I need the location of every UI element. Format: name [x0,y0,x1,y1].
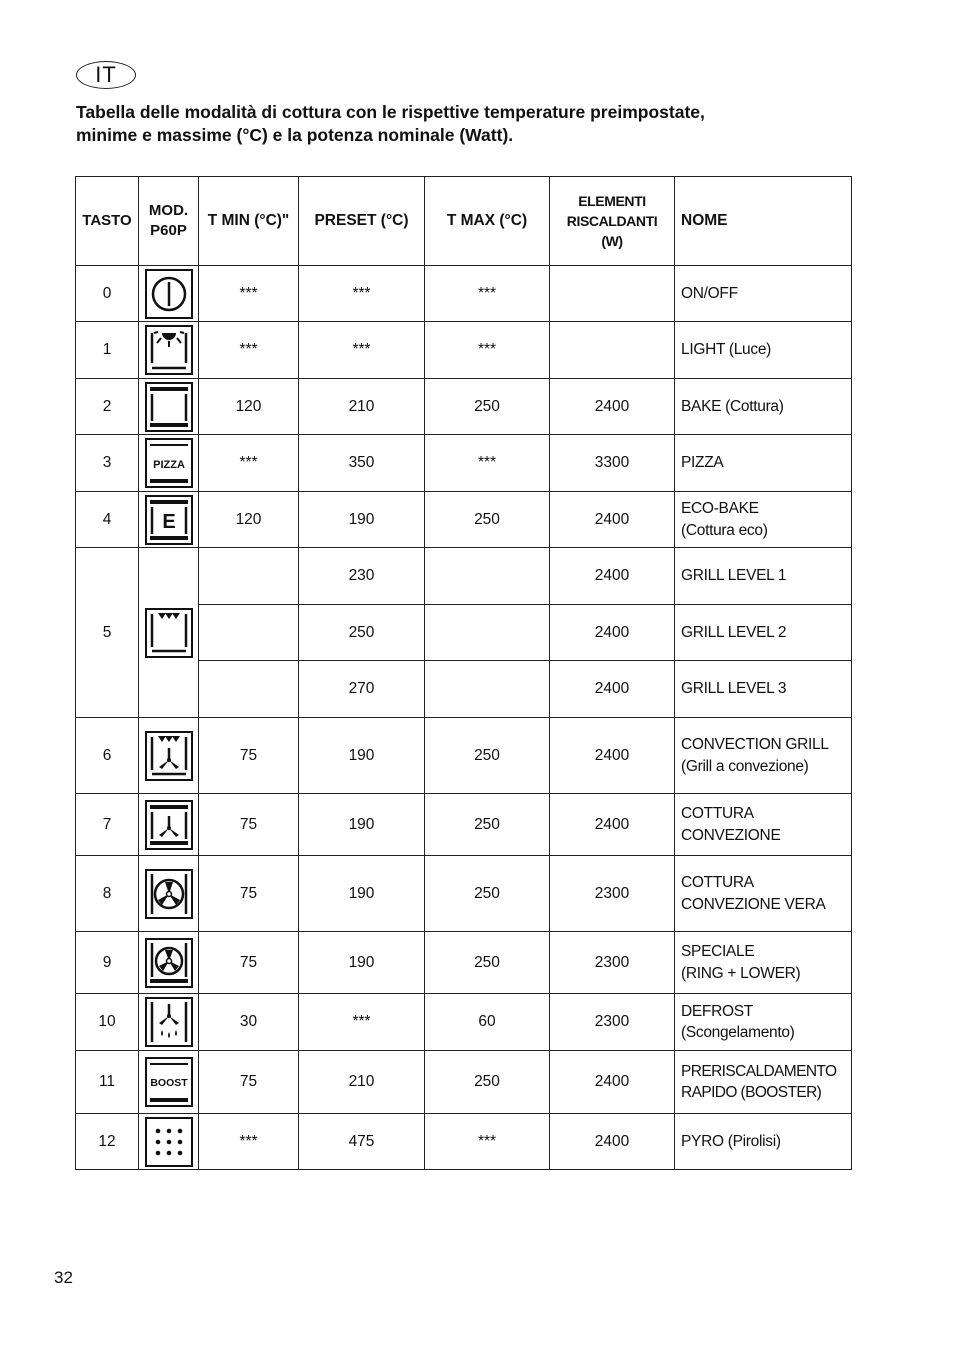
nome-line-1: CONVECTION GRILL [681,736,829,753]
cell-tmin: 75 [199,794,299,856]
header-elementi-line-3: (W) [601,233,623,249]
table-row [76,492,852,548]
cell-icon [139,794,199,856]
cell-tmax: 250 [425,718,550,794]
cell-nome [675,266,852,322]
cell-nome: GRILL LEVEL 3 [675,661,852,718]
page-title [76,101,876,147]
nome-line-2: (Scongelamento) [681,1024,795,1041]
true-convection-icon [145,869,193,919]
cell-icon [139,856,199,932]
cell-tmin: 120 [199,492,299,548]
cell-tmax: 250 [425,492,550,548]
cell-preset: 250 [299,605,425,661]
nome-line-2: (RING + LOWER) [681,964,801,982]
header-elementi-line-2: RISCALDANTI [566,213,658,229]
language-badge [76,61,136,89]
cell-watt: 2400 [550,794,675,856]
cell-tmax: 250 [425,932,550,994]
nome-line-1: ECO-BAKE [681,500,759,517]
pizza-icon-label: PIZZA [152,459,185,471]
table-row [76,322,852,379]
cell-tmax: 250 [425,856,550,932]
header-mod-line-1: MOD. [148,202,189,219]
cell-tasto: 7 [76,794,139,856]
cell-preset: 190 [299,932,425,994]
light-icon [145,325,193,375]
cell-icon [139,994,199,1051]
table-row [76,856,852,932]
cell-preset: 475 [299,1114,425,1170]
cell-tmin: *** [199,435,299,492]
cell-watt: 2400 [550,605,675,661]
cell-nome [675,379,852,435]
cell-icon [139,718,199,794]
cell-tmax [425,605,550,661]
cell-tasto: 11 [76,1051,139,1114]
table-row [76,794,852,856]
cell-watt: 2400 [550,718,675,794]
cell-watt [550,322,675,379]
cell-preset: 190 [299,718,425,794]
convection-bake-icon [145,800,193,850]
cell-tmin: *** [199,322,299,379]
nome-line-2: CONVEZIONE [681,826,781,844]
header-elementi-line-1: ELEMENTI [578,193,646,209]
cell-tasto: 3 [76,435,139,492]
page-number: 32 [54,1268,73,1287]
cell-preset: *** [299,322,425,379]
cell-tmax [425,548,550,605]
cell-tmin [199,605,299,661]
nome-line-1: SPECIALE [681,943,755,960]
cell-watt: 2300 [550,932,675,994]
defrost-icon [145,997,193,1047]
header-tmin: T MIN (°C)" [199,177,299,266]
cell-icon [139,1114,199,1170]
table-row [76,932,852,994]
nome-line-1: PRERISCALDAMENTO [681,1062,837,1080]
cell-tmax [425,661,550,718]
nome-line-1: PYRO (Pirolisi) [681,1132,781,1150]
cell-tmin: *** [199,1114,299,1170]
cell-tmin: 75 [199,1051,299,1114]
nome-line-1: ON/OFF [681,284,738,302]
cell-tmin: 30 [199,994,299,1051]
cell-watt [550,266,675,322]
cell-tmin [199,548,299,605]
cell-tasto: 0 [76,266,139,322]
cell-icon [139,492,199,548]
pizza-icon [145,438,193,488]
cell-watt: 2300 [550,856,675,932]
nome-line-1: COTTURA [681,805,754,822]
nome-line-1: COTTURA [681,874,754,891]
nome-line-2: CONVEZIONE VERA [681,895,826,913]
cell-icon [139,1051,199,1114]
boost-icon-label: BOOST [149,1077,188,1089]
cell-tasto: 1 [76,322,139,379]
cell-nome [675,718,852,794]
cell-tmax: *** [425,322,550,379]
cell-preset: 190 [299,492,425,548]
bake-icon [145,382,193,432]
cell-icon [139,379,199,435]
cell-tmin: 75 [199,932,299,994]
header-tmax: T MAX (°C) [425,177,550,266]
header-tasto: TASTO [76,177,139,266]
cell-nome [675,932,852,994]
nome-line-1: BAKE (Cottura) [681,397,784,415]
cell-tmax: *** [425,1114,550,1170]
cell-tmax: 60 [425,994,550,1051]
cell-preset: 230 [299,548,425,605]
cell-tasto: 4 [76,492,139,548]
nome-line-1: DEFROST [681,1002,753,1020]
cell-tmin: 120 [199,379,299,435]
cell-tasto: 5 [76,548,139,718]
cell-icon [139,932,199,994]
table-row [76,435,852,492]
table-row [76,379,852,435]
ring-lower-icon [145,938,193,988]
title-line-1: Tabella delle modalità di cottura con le rispettive temperature preimpostate, [76,102,705,122]
cell-preset: 270 [299,661,425,718]
cell-tmax: 250 [425,379,550,435]
cell-tmin [199,661,299,718]
nome-line-2: (Grill a convezione) [681,757,809,775]
header-nome: NOME [675,177,852,266]
cell-watt: 2400 [550,1114,675,1170]
nome-line-1: PIZZA [681,454,724,472]
table-row [76,548,852,605]
cell-nome [675,1051,852,1114]
cell-tmin: 75 [199,718,299,794]
cell-nome [675,994,852,1051]
cell-nome [675,856,852,932]
cell-nome [675,435,852,492]
header-mod-line-2: P60P [150,222,187,239]
nome-line-2: RAPIDO (BOOSTER) [681,1084,822,1101]
cell-preset: 190 [299,794,425,856]
cell-preset: *** [299,994,425,1051]
header-mod [139,177,199,266]
cell-icon [139,266,199,322]
cell-nome [675,322,852,379]
cell-tasto: 9 [76,932,139,994]
cell-tasto: 6 [76,718,139,794]
header-preset: PRESET (°C) [299,177,425,266]
nome-line-2: (Cottura eco) [681,521,768,539]
language-code: IT [95,62,117,87]
cell-tasto: 2 [76,379,139,435]
cell-tasto: 12 [76,1114,139,1170]
cooking-modes-table [75,176,852,1170]
cell-tasto: 10 [76,994,139,1051]
cell-nome [675,492,852,548]
title-line-2: minime e massime (°C) e la potenza nominale (Watt). [76,125,514,145]
table-header-row [76,177,852,266]
cell-tmin: *** [199,266,299,322]
boost-icon [145,1057,193,1107]
cell-icon [139,548,199,718]
cell-tmax: 250 [425,1051,550,1114]
cell-watt: 3300 [550,435,675,492]
cell-watt: 2400 [550,548,675,605]
cell-tmax: 250 [425,794,550,856]
cell-watt: 2300 [550,994,675,1051]
nome-line-1: LIGHT (Luce) [681,341,772,359]
on-off-icon [145,269,193,319]
cell-preset: 190 [299,856,425,932]
table-row [76,1051,852,1114]
table-row [76,266,852,322]
cell-preset: 350 [299,435,425,492]
cell-icon [139,435,199,492]
cell-watt: 2400 [550,661,675,718]
cell-tmax: *** [425,266,550,322]
eco-icon-label: E [161,510,176,533]
grill-icon [145,608,193,658]
cell-icon [139,322,199,379]
cell-tasto: 8 [76,856,139,932]
convection-grill-icon [145,731,193,781]
eco-bake-icon [145,495,193,545]
table-row [76,718,852,794]
cell-preset: 210 [299,379,425,435]
cell-nome [675,794,852,856]
table-row [76,1114,852,1170]
cell-watt: 2400 [550,379,675,435]
cell-tmax: *** [425,435,550,492]
header-elementi [550,177,675,266]
table-row [76,994,852,1051]
cell-nome: GRILL LEVEL 1 [675,548,852,605]
cell-preset: 210 [299,1051,425,1114]
cell-preset: *** [299,266,425,322]
pyro-icon [145,1117,193,1167]
cell-watt: 2400 [550,1051,675,1114]
cell-nome: GRILL LEVEL 2 [675,605,852,661]
cell-nome [675,1114,852,1170]
cell-watt: 2400 [550,492,675,548]
cell-tmin: 75 [199,856,299,932]
